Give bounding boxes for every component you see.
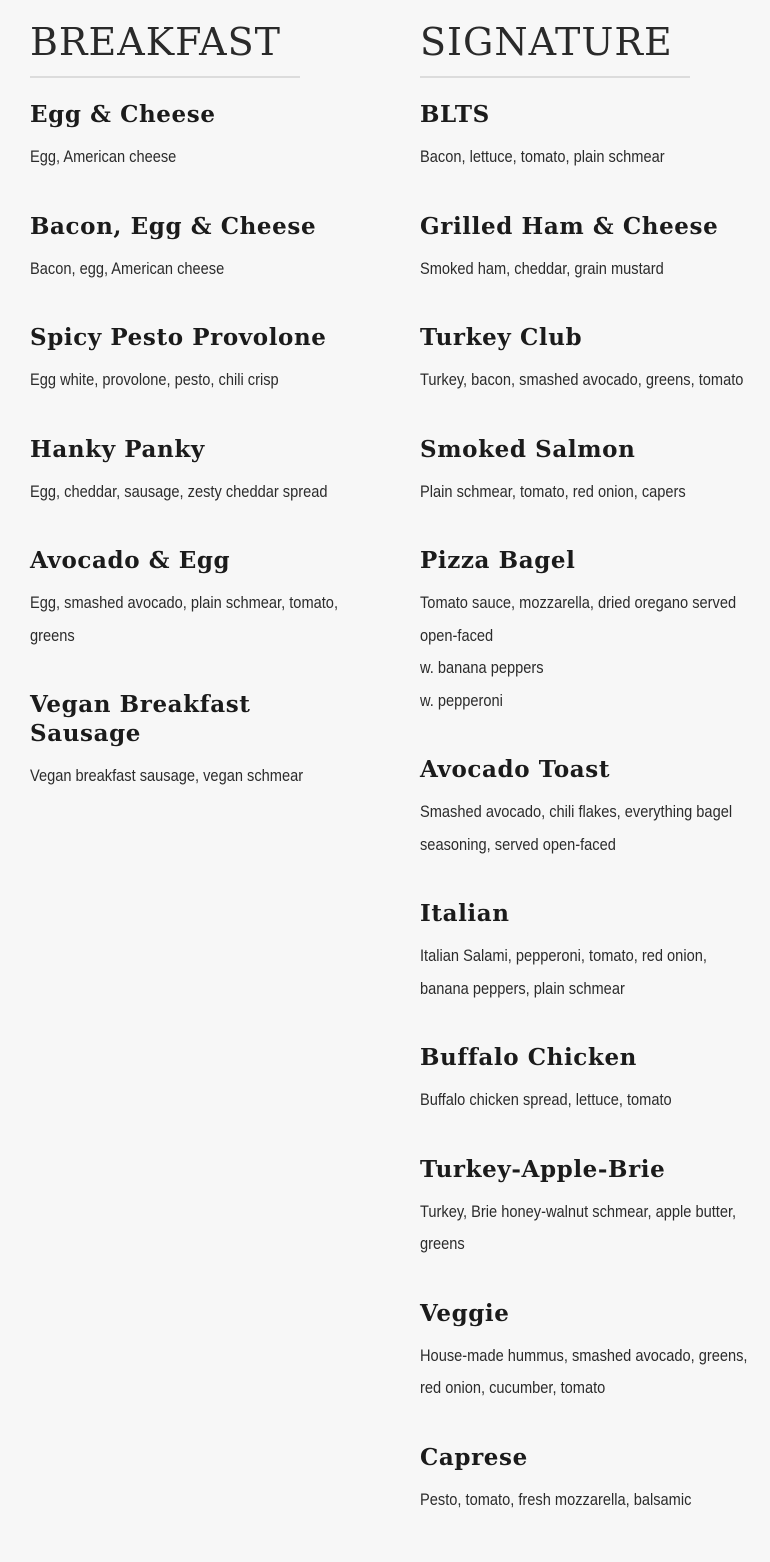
menu-item	[30, 323, 370, 397]
menu-item-name: Smoked Salmon	[420, 435, 636, 463]
menu-item-name: Grilled Ham & Cheese	[420, 212, 719, 240]
breakfast-items	[30, 100, 370, 793]
menu-item-name: Italian	[420, 900, 510, 927]
signature-divider	[420, 76, 690, 78]
menu-item	[30, 435, 370, 509]
breakfast-section	[30, 20, 370, 831]
menu-item	[420, 1443, 750, 1517]
menu-item-description: Turkey, bacon, smashed avocado, greens, tomato	[420, 370, 744, 389]
menu-item-description: w. pepperoni	[420, 690, 503, 710]
menu-item-description: Egg white, provolone, pesto, chili crisp	[30, 370, 279, 389]
menu-item-name: Avocado & Egg	[30, 547, 231, 574]
signature-section	[420, 20, 750, 1554]
menu-item-description: House-made hummus, smashed avocado, greens, red onion, cucumber, tomato	[420, 1345, 748, 1397]
menu-item-description: Smoked ham, cheddar, grain mustard	[420, 258, 664, 278]
menu-item	[420, 1155, 750, 1261]
menu-item-description: w. banana peppers	[420, 658, 544, 677]
breakfast-title: BREAKFAST	[30, 20, 281, 64]
menu-item	[420, 212, 750, 286]
menu-item	[420, 100, 750, 174]
menu-item-name: Turkey-Apple-Brie	[420, 1155, 666, 1183]
menu-item-name: Egg & Cheese	[30, 101, 216, 128]
menu-item-name: BLTS	[420, 101, 490, 128]
menu-item-name: Buffalo Chicken	[420, 1044, 637, 1071]
menu-item-description: Turkey, Brie honey-walnut schmear, apple butter, greens	[420, 1201, 737, 1253]
menu-item-description: Egg, cheddar, sausage, zesty cheddar spread	[30, 481, 328, 501]
menu-item	[420, 755, 750, 861]
menu-item-description: Tomato sauce, mozzarella, dried oregano served open-faced	[420, 593, 737, 645]
signature-items	[420, 100, 750, 1516]
menu-item	[420, 546, 750, 717]
menu-item-name: Veggie	[420, 1299, 510, 1327]
menu-item-name: Avocado Toast	[420, 756, 611, 783]
menu-item-description: Vegan breakfast sausage, vegan schmear	[30, 766, 304, 785]
menu-item-description: Italian Salami, pepperoni, tomato, red onion, banana peppers, plain schmear	[420, 946, 707, 998]
menu-item	[30, 546, 370, 652]
menu-item-description: Egg, American cheese	[30, 147, 177, 166]
menu-item	[420, 1299, 750, 1405]
menu-item-description: Pesto, tomato, fresh mozzarella, balsamic	[420, 1489, 692, 1509]
menu-item	[420, 1043, 750, 1117]
menu-item-description: Bacon, lettuce, tomato, plain schmear	[420, 147, 665, 166]
menu-item-name: Pizza Bagel	[420, 547, 576, 574]
breakfast-divider	[30, 76, 300, 78]
menu-item	[30, 100, 370, 174]
menu-item	[420, 435, 750, 509]
menu-item-description: Plain schmear, tomato, red onion, capers	[420, 481, 686, 501]
menu-item	[30, 212, 370, 286]
menu-item	[420, 323, 750, 397]
menu-item	[30, 690, 370, 793]
menu-item-name: Turkey Club	[420, 324, 583, 351]
menu-item-description: Smashed avocado, chili flakes, everything bagel seasoning, served open-faced	[420, 802, 733, 854]
menu-item-name: Hanky Panky	[30, 435, 205, 463]
menu-item-name: Spicy Pesto Provolone	[30, 324, 327, 351]
menu-item-description: Egg, smashed avocado, plain schmear, tomato, greens	[30, 593, 339, 645]
menu-item-name: Caprese	[420, 1443, 528, 1471]
signature-title: SIGNATURE	[420, 20, 673, 64]
menu-item-name: Bacon, Egg & Cheese	[30, 212, 317, 240]
menu-item-description: Buffalo chicken spread, lettuce, tomato	[420, 1090, 672, 1109]
menu-item	[420, 899, 750, 1005]
menu-item-name: Vegan Breakfast Sausage	[30, 691, 251, 747]
menu-item-description: Bacon, egg, American cheese	[30, 258, 225, 278]
